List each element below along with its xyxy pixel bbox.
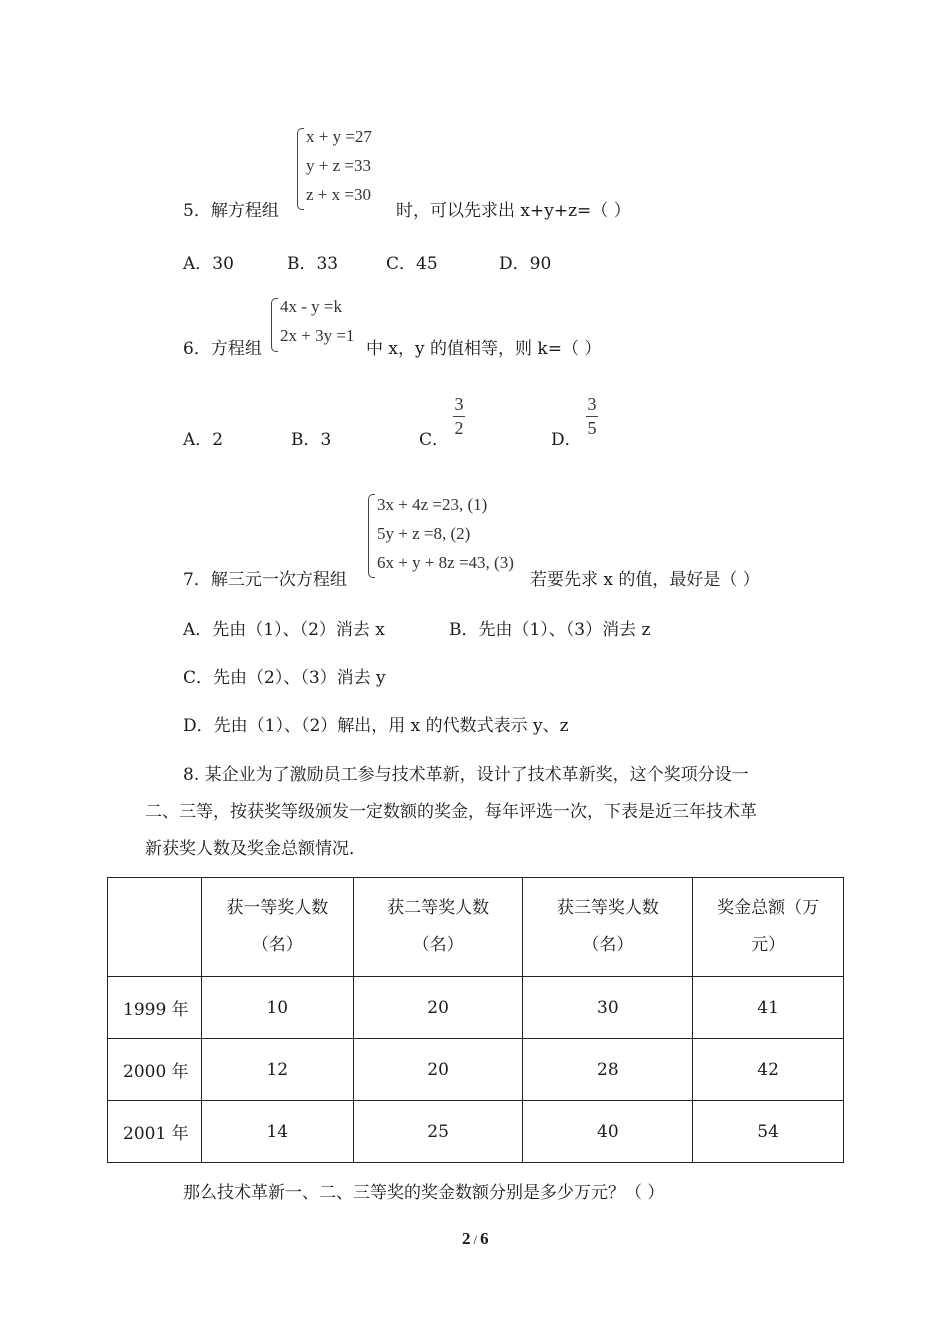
q6-option-a: A．2	[183, 430, 224, 450]
table-header-cell	[523, 878, 693, 977]
table-cell: 40	[523, 1101, 693, 1163]
table-cell: 25	[353, 1101, 523, 1163]
q5-option-d: D．90	[499, 254, 552, 274]
table-cell-year: 2000 年	[108, 1039, 202, 1101]
q5-eq2: y + z =33	[306, 156, 371, 175]
page-current: 2	[462, 1229, 471, 1248]
q5-brace	[297, 128, 304, 210]
q6-eq1: 4x - y =k	[280, 297, 342, 316]
q6-fraction-d-num: 3	[587, 394, 597, 414]
table-cell-year: 2001 年	[108, 1101, 202, 1163]
table-row	[108, 1039, 844, 1101]
q7-prompt: 若要先求 x 的值，最好是（ ）	[530, 570, 760, 590]
q8-line-1: 8. 某企业为了激励员工参与技术革新，设计了技术革新奖，这个奖项分设一	[183, 765, 749, 785]
table-header-row	[108, 878, 844, 977]
header-line: 获三等奖人数	[556, 898, 659, 918]
q7-number: 7．解三元一次方程组	[183, 570, 347, 590]
q6-fraction-c-num: 3	[454, 394, 464, 414]
q6-number: 6．方程组	[183, 339, 262, 359]
table-cell: 30	[523, 977, 693, 1039]
header-line: 元）	[751, 935, 786, 955]
table-cell: 42	[693, 1039, 844, 1101]
table-cell: 10	[201, 977, 353, 1039]
table-cell: 12	[201, 1039, 353, 1101]
header-line: 奖金总额（万	[717, 898, 820, 918]
q7-eq2: 5y + z =8, (2)	[377, 524, 471, 543]
q6-fraction-c-den: 2	[454, 418, 464, 438]
q5-option-a: A．30	[183, 254, 234, 274]
q5-prompt: 时，可以先求出 x+y+z=（ ）	[396, 201, 631, 221]
header-line: （名）	[582, 935, 634, 955]
q5-option-b: B．33	[287, 254, 339, 274]
q6-option-b: B．3	[291, 430, 332, 450]
q5-eq1: x + y =27	[306, 127, 372, 146]
q8-question: 那么技术革新一、二、三等奖的奖金数额分别是多少万元？（ ）	[183, 1183, 665, 1203]
table-header-cell	[353, 878, 523, 977]
q6-fraction-d-den: 5	[587, 418, 597, 438]
page-number	[462, 1229, 489, 1249]
table-header-cell	[693, 878, 844, 977]
table-cell: 54	[693, 1101, 844, 1163]
q6-prompt: 中 x，y 的值相等，则 k=（ ）	[366, 339, 602, 359]
page-separator: /	[473, 1232, 478, 1247]
q6-eq2: 2x + 3y =1	[280, 326, 355, 345]
q7-eq3: 6x + y + 8z =43, (3)	[377, 553, 514, 572]
q6-fraction-c-bar	[453, 416, 465, 417]
table-cell-year: 1999 年	[108, 977, 202, 1039]
q6-option-d: D．	[551, 430, 582, 450]
table-row	[108, 977, 844, 1039]
page-total: 6	[480, 1229, 489, 1248]
q7-option-b: B．先由（1）、（3）消去 z	[449, 620, 651, 640]
award-table	[107, 877, 844, 1163]
q6-brace	[271, 298, 278, 352]
q7-brace	[368, 494, 375, 578]
table-cell: 14	[201, 1101, 353, 1163]
header-line: 获二等奖人数	[387, 898, 490, 918]
q5-number: 5．解方程组	[183, 201, 279, 221]
table-row	[108, 1101, 844, 1163]
header-line: （名）	[251, 935, 303, 955]
table-cell: 41	[693, 977, 844, 1039]
header-line: （名）	[412, 935, 464, 955]
q6-fraction-d-bar	[586, 416, 598, 417]
q6-fraction-d	[586, 394, 598, 439]
q5-option-c: C．45	[386, 254, 438, 274]
q6-option-c: C．	[419, 430, 450, 450]
header-line: 获一等奖人数	[226, 898, 329, 918]
table-header-cell	[108, 878, 202, 977]
q7-option-c: C．先由（2）、（3）消去 y	[183, 668, 386, 688]
q7-option-d: D．先由（1）、（2）解出，用 x 的代数式表示 y、z	[183, 716, 569, 736]
q8-line-2: 二、三等，按获奖等级颁发一定数额的奖金，每年评选一次，下表是近三年技术革	[145, 802, 757, 822]
table-cell: 28	[523, 1039, 693, 1101]
table-cell: 20	[353, 1039, 523, 1101]
q5-eq3: z + x =30	[306, 185, 371, 204]
table-cell: 20	[353, 977, 523, 1039]
q7-eq1: 3x + 4z =23, (1)	[377, 495, 488, 514]
q7-option-a: A．先由（1）、（2）消去 x	[183, 620, 385, 640]
q6-fraction-c	[453, 394, 465, 439]
table-header-cell	[201, 878, 353, 977]
q8-line-3: 新获奖人数及奖金总额情况．	[145, 839, 366, 859]
